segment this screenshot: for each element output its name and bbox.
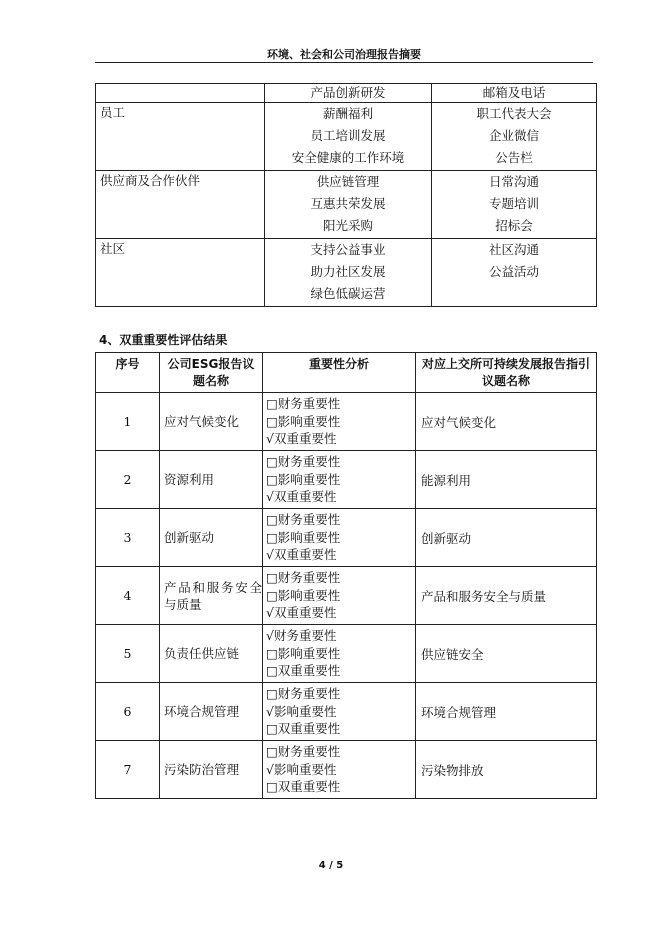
materiality-option: √影响重要性 — [266, 703, 337, 719]
stakeholder-channels — [432, 239, 597, 307]
materiality-options — [263, 625, 416, 683]
esg-topic: 资源利用 — [160, 451, 263, 509]
stakeholder-table — [95, 83, 597, 307]
materiality-option: □影响重要性 — [266, 471, 341, 487]
sse-topic: 产品和服务安全与质量 — [416, 567, 597, 625]
materiality-option: □财务重要性 — [266, 512, 341, 528]
stakeholder-group: 供应商及合作伙伴 — [96, 171, 265, 239]
esg-topic: 环境合规管理 — [160, 683, 263, 741]
topic-item: 助力社区发展 — [310, 264, 386, 279]
sse-topic: 能源利用 — [416, 451, 597, 509]
stakeholder-topics — [265, 239, 432, 307]
table-row — [96, 103, 597, 171]
topic-item: 供应链管理 — [316, 174, 380, 189]
materiality-option: □双重重要性 — [266, 779, 341, 795]
materiality-options — [263, 567, 416, 625]
materiality-option: □影响重要性 — [266, 413, 341, 429]
channel-item: 企业微信 — [488, 128, 539, 143]
materiality-row — [96, 567, 597, 625]
page-number: 4 / 5 — [318, 860, 344, 871]
row-number: 5 — [96, 625, 160, 683]
materiality-option: □财务重要性 — [266, 396, 341, 412]
materiality-options — [263, 393, 416, 451]
materiality-option: √双重重要性 — [266, 489, 337, 505]
stakeholder-group: 社区 — [96, 239, 265, 307]
esg-topic: 应对气候变化 — [160, 393, 263, 451]
sse-topic: 供应链安全 — [416, 625, 597, 683]
materiality-option: √双重重要性 — [266, 605, 337, 621]
sse-topic: 创新驱动 — [416, 509, 597, 567]
channel-item: 专题培训 — [488, 196, 539, 211]
sse-topic: 应对气候变化 — [416, 393, 597, 451]
materiality-row — [96, 509, 597, 567]
topic-item: 产品创新研发 — [310, 85, 386, 100]
materiality-option: □影响重要性 — [266, 645, 341, 661]
table-row — [96, 239, 597, 307]
materiality-option: □双重重要性 — [266, 721, 341, 737]
esg-topic: 污染防治管理 — [160, 741, 263, 799]
materiality-table — [95, 352, 597, 799]
materiality-option: □财务重要性 — [266, 454, 341, 470]
materiality-options — [263, 451, 416, 509]
materiality-option: □双重重要性 — [266, 663, 341, 679]
stakeholder-channels — [432, 84, 597, 103]
row-number: 3 — [96, 509, 160, 567]
stakeholder-channels — [432, 103, 597, 171]
channel-item: 邮箱及电话 — [482, 85, 546, 100]
channel-item: 社区沟通 — [488, 242, 539, 257]
topic-item: 薪酬福利 — [322, 106, 373, 121]
row-number: 7 — [96, 741, 160, 799]
topic-item: 阳光采购 — [322, 218, 373, 233]
materiality-option: √双重重要性 — [266, 431, 337, 447]
stakeholder-topics — [265, 103, 432, 171]
esg-topic: 创新驱动 — [160, 509, 263, 567]
channel-item: 公益活动 — [488, 264, 539, 279]
materiality-options — [263, 683, 416, 741]
header-analysis: 重要性分析 — [263, 353, 416, 393]
stakeholder-group — [96, 84, 265, 103]
materiality-options — [263, 509, 416, 567]
table-row — [96, 171, 597, 239]
topic-item: 支持公益事业 — [310, 242, 386, 257]
header-topic: 公司ESG报告议题名称 — [160, 353, 263, 393]
section-title: 4、双重重要性评估结果 — [99, 333, 228, 347]
header-sse-topic: 对应上交所可持续发展报告指引议题名称 — [416, 353, 597, 393]
materiality-option: √财务重要性 — [266, 628, 337, 644]
stakeholder-topics — [265, 84, 432, 103]
materiality-options — [263, 741, 416, 799]
esg-topic: 负责任供应链 — [160, 625, 263, 683]
row-number: 6 — [96, 683, 160, 741]
esg-topic: 产品和服务安全与质量 — [160, 567, 263, 625]
materiality-row — [96, 683, 597, 741]
materiality-row — [96, 741, 597, 799]
header-divider — [95, 62, 593, 63]
channel-item: 日常沟通 — [488, 174, 539, 189]
topic-item: 员工培训发展 — [310, 128, 386, 143]
topic-item: 绿色低碳运营 — [310, 286, 386, 301]
stakeholder-channels — [432, 171, 597, 239]
materiality-option: □影响重要性 — [266, 529, 341, 545]
stakeholder-group: 员工 — [96, 103, 265, 171]
channel-item: 招标会 — [495, 218, 533, 233]
sse-topic: 环境合规管理 — [416, 683, 597, 741]
topic-item: 互惠共荣发展 — [310, 196, 386, 211]
header-no: 序号 — [96, 353, 160, 393]
materiality-option: √双重重要性 — [266, 547, 337, 563]
stakeholder-topics — [265, 171, 432, 239]
channel-item: 职工代表大会 — [476, 106, 552, 121]
materiality-row — [96, 393, 597, 451]
row-number: 4 — [96, 567, 160, 625]
materiality-option: □财务重要性 — [266, 744, 341, 760]
materiality-row — [96, 625, 597, 683]
table-row — [96, 84, 597, 103]
sse-topic: 污染物排放 — [416, 741, 597, 799]
channel-item: 公告栏 — [495, 150, 533, 165]
materiality-option: √影响重要性 — [266, 761, 337, 777]
topic-item: 安全健康的工作环境 — [291, 150, 405, 165]
materiality-option: □影响重要性 — [266, 587, 341, 603]
row-number: 1 — [96, 393, 160, 451]
materiality-option: □财务重要性 — [266, 570, 341, 586]
materiality-option: □财务重要性 — [266, 686, 341, 702]
materiality-header-row — [96, 353, 597, 393]
row-number: 2 — [96, 451, 160, 509]
materiality-row — [96, 451, 597, 509]
page-header-title: 环境、社会和公司治理报告摘要 — [267, 48, 421, 61]
